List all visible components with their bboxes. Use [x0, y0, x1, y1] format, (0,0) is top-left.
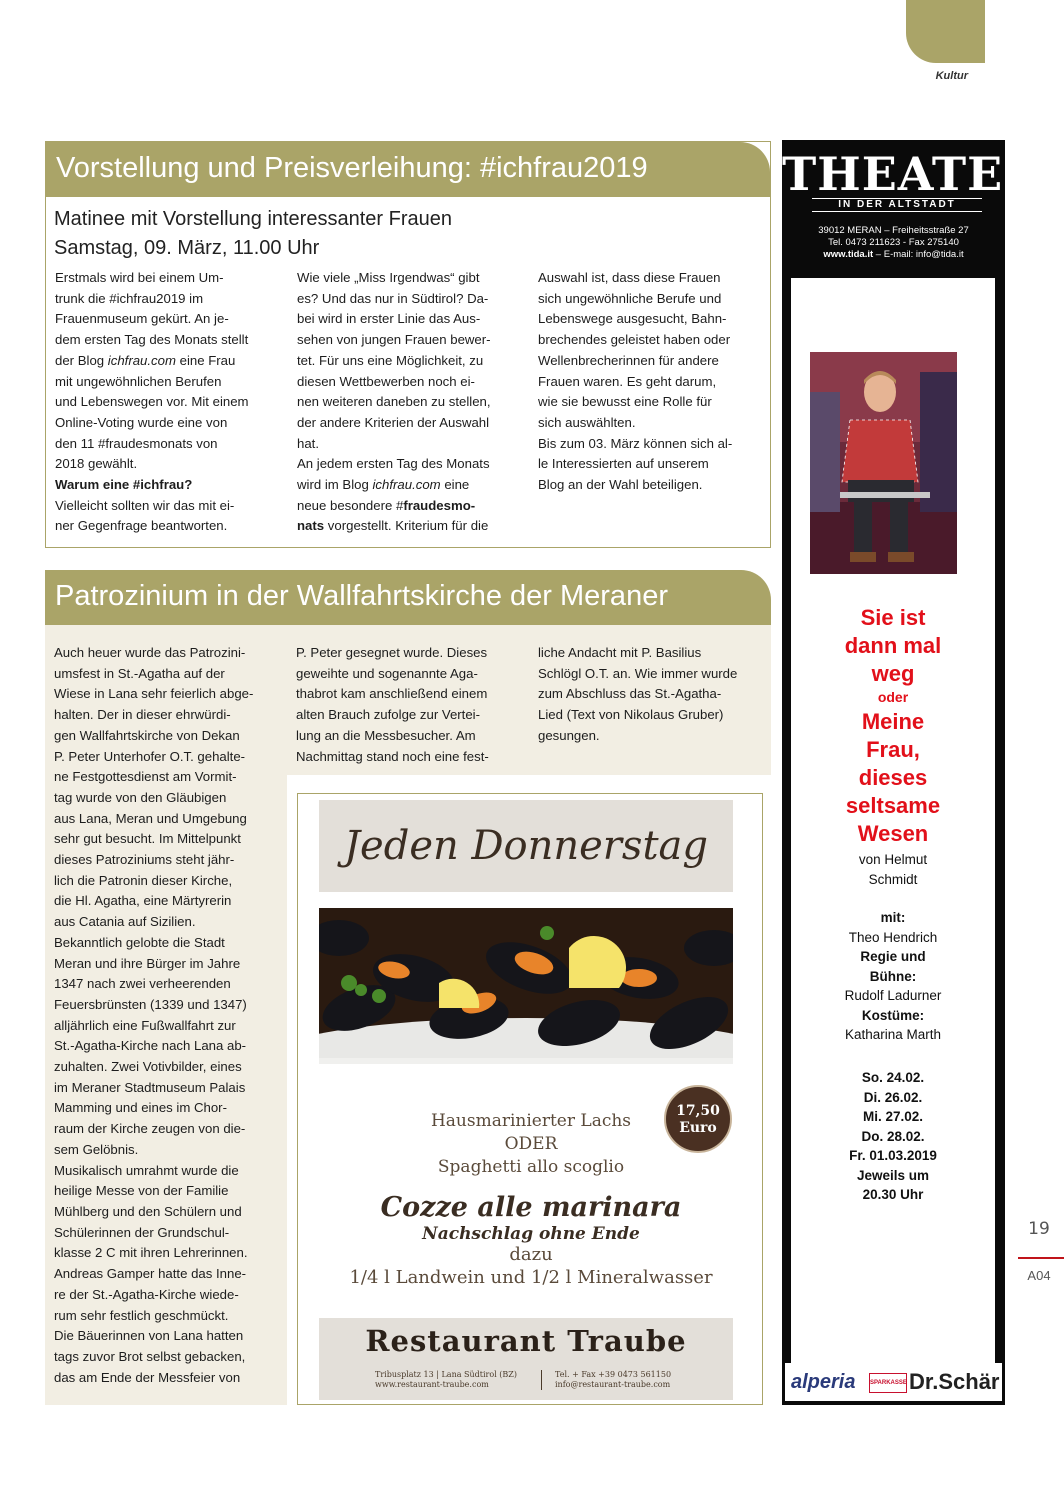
sponsor-sparkasse: SPARKASSE	[869, 1373, 907, 1393]
play-author: von Helmut Schmidt	[858, 852, 928, 887]
price-badge: 17,50 Euro	[664, 1085, 732, 1153]
menu-item: Spaghetti allo scoglio	[437, 1157, 625, 1177]
sponsor-strip	[785, 1363, 1002, 1401]
article-ichfrau	[45, 141, 771, 548]
page-number-rule	[1018, 1257, 1064, 1259]
article-subtitle: Matinee mit Vorstellung interessanter Frauen Samstag, 09. März, 11.00 Uhr	[54, 208, 452, 259]
article-column-1: Erstmals wird bei einem Um- trunk die #ichfrau2019 im Frauenmuseum gekürt. An je- dem ersten Tag des Monats stellt der Blog ichfrau.com eine Frau mit ungewöhnlichen Berufen und Lebenswegen vor. Mit einem Online-Voting wurde eine von den 11 #fraudesmonats von 2018 gewählt. Warum eine #ichfrau? Vielleicht sollten wir das mit ei- ner Gegenfrage beantworten.	[55, 270, 249, 534]
ad-headline: Jeden Donnerstag	[319, 800, 733, 892]
footer-divider	[541, 1370, 542, 1390]
mussels-photo	[319, 908, 733, 1064]
page-number: 19	[1028, 1219, 1050, 1239]
play-dates: So. 24.02. Di. 26.02. Mi. 27.02. Do. 28.02. Fr. 01.03.2019 Jeweils um 20.30 Uhr	[849, 1070, 937, 1202]
play-title-or: oder	[877, 689, 909, 705]
menu-drinks: 1/4 l Landwein und 1/2 l Mineralwasser	[349, 1267, 713, 1288]
article-column-3: Auswahl ist, dass diese Frauen sich ungewöhnliche Berufe und Lebenswege ausgesucht, Bahn- brechendes geleistet haben oder Wellenbrecherinnen für andere Frauen waren. Es geht darum, wie sie bewusst eine Rolle für sich auswählten. Bis zum 03. März können sich al- le Interessierten auf unserem Blog an der Wahl beteiligen.	[538, 270, 733, 493]
menu-main-dish: Cozze alle marinara	[380, 1192, 682, 1223]
play-title-line: seltsame	[845, 793, 941, 818]
header-tab	[906, 0, 985, 63]
theater-logo: THEATER	[782, 147, 1043, 201]
restaurant-name: Restaurant Traube	[365, 1324, 687, 1358]
article-title: Patrozinium in der Wallfahrtskirche der Meraner	[45, 570, 771, 625]
page-code: A04	[1027, 1268, 1051, 1283]
section-label: Kultur	[935, 70, 968, 82]
restaurant-footer	[319, 1318, 733, 1400]
play-title-line: Sie ist	[860, 605, 926, 630]
article-column-3: liche Andacht mit P. Basilius Schlögl O.T. an. Wie immer wurde zum Abschluss das St.-Agatha- Lied (Text von Nikolaus Gruber) gesungen.	[538, 645, 738, 743]
play-title-line: dieses	[858, 765, 928, 790]
restaurant-advertisement	[297, 793, 763, 1405]
play-title-line: Meine	[861, 709, 925, 734]
article-column-1: Auch heuer wurde das Patrozini- umsfest in St.-Agatha auf der Wiese in Lana sehr feierlich abge- halten. Der in dieser ehrwürdi- gen Wallfahrtskirche von Dekan P. Peter Unterhofer O.T. gehalte- ne Festgottesdienst am Vormit- tag wurde von den Gläubigen aus Lana, Meran und Umgebung sehr gut besucht. Im Mittelpunkt dieses Patroziniums steht jähr- lich die Patronin dieser Kirche, die Hl. Agatha, eine Märtyrerin aus Catania auf Sizilien. Bekanntlich gelobte die Stadt Meran und ihre Bürger im Jahre 1347 nach zwei verheerenden Feuersbrünsten (1339 und 1347) alljährlich eine Fußwallfahrt zur St.-Agatha-Kirche nach Lana ab- zuhalten. Zwei Votivbilder, eines im Meraner Stadtmuseum Palais Mamming und eines im Chor- raum der Kirche zeugen von die- sem Gelöbnis. Musikalisch umrahmt wurde die heilige Messe von der Familie Mühlberg und den Schülern und Schülerinnen der Grundschul- klasse 2 C mit ihren Lehrerinnen. Andreas Gamper hatte das Inne- re der St.-Agatha-Kirche wiede- rum sehr festlich geschmückt. Die Bäuerinnen von Lana hatten tags zuvor Brot selbst gebacken, das am Ende der Messfeier von	[54, 645, 254, 1385]
theater-panel	[791, 278, 995, 1396]
menu-dish-subtitle: Nachschlag ohne Ende	[422, 1224, 640, 1244]
theater-logo-subtitle: IN DER ALTSTADT	[812, 198, 982, 212]
play-title-line: Frau,	[866, 737, 920, 762]
play-title-line: weg	[871, 661, 915, 686]
play-title-line: dann mal	[844, 633, 942, 658]
play-title-line: Wesen	[857, 821, 929, 846]
article-column-2: P. Peter gesegnet wurde. Dieses geweihte und sogenannte Aga- thabrot kam anschließend einem alten Brauch zufolge zur Vertei- lung an die Messbesucher. Am Nachmittag stand noch eine fest-	[296, 645, 489, 764]
restaurant-address: Tribusplatz 13 | Lana Südtirol (BZ) www.restaurant-traube.com	[375, 1370, 517, 1389]
menu-separator: ODER	[504, 1134, 558, 1154]
theater-address: 39012 MERAN – Freiheitsstraße 27 Tel. 0473 211623 - Fax 275140 www.tida.it – E-mail: info@tida.it	[818, 225, 969, 260]
article-column-2: Wie viele „Miss Irgendwas“ gibt es? Und das nur in Südtirol? Da- bei wird in erster Linie das Aus- sehen von jungen Frauen bewer- tet. Für uns eine Möglichkeit, zu diesen Wettbewerben noch ei- nen weiteren daneben zu stellen, der andere Kriterien der Auswahl hat. An jedem ersten Tag des Monats wird im Blog ichfrau.com eine neue besondere #fraudesmo- nats vorgestellt. Kriterium für die	[297, 270, 491, 534]
sponsor-drschaer: Dr.Schär	[909, 1369, 1000, 1394]
restaurant-contact: Tel. + Fax +39 0473 561150 info@restaurant-traube.com	[555, 1370, 672, 1389]
sponsor-alperia: alperia	[791, 1371, 856, 1393]
actor-photo	[810, 352, 957, 574]
menu-dazu: dazu	[509, 1244, 553, 1265]
article-title: Vorstellung und Preisverleihung: #ichfrau2019	[46, 142, 770, 197]
play-credits: mit: Theo Hendrich Regie und Bühne: Rudolf Ladurner Kostüme: Katharina Marth	[844, 910, 942, 1042]
menu-item: Hausmarinierter Lachs	[430, 1111, 632, 1131]
